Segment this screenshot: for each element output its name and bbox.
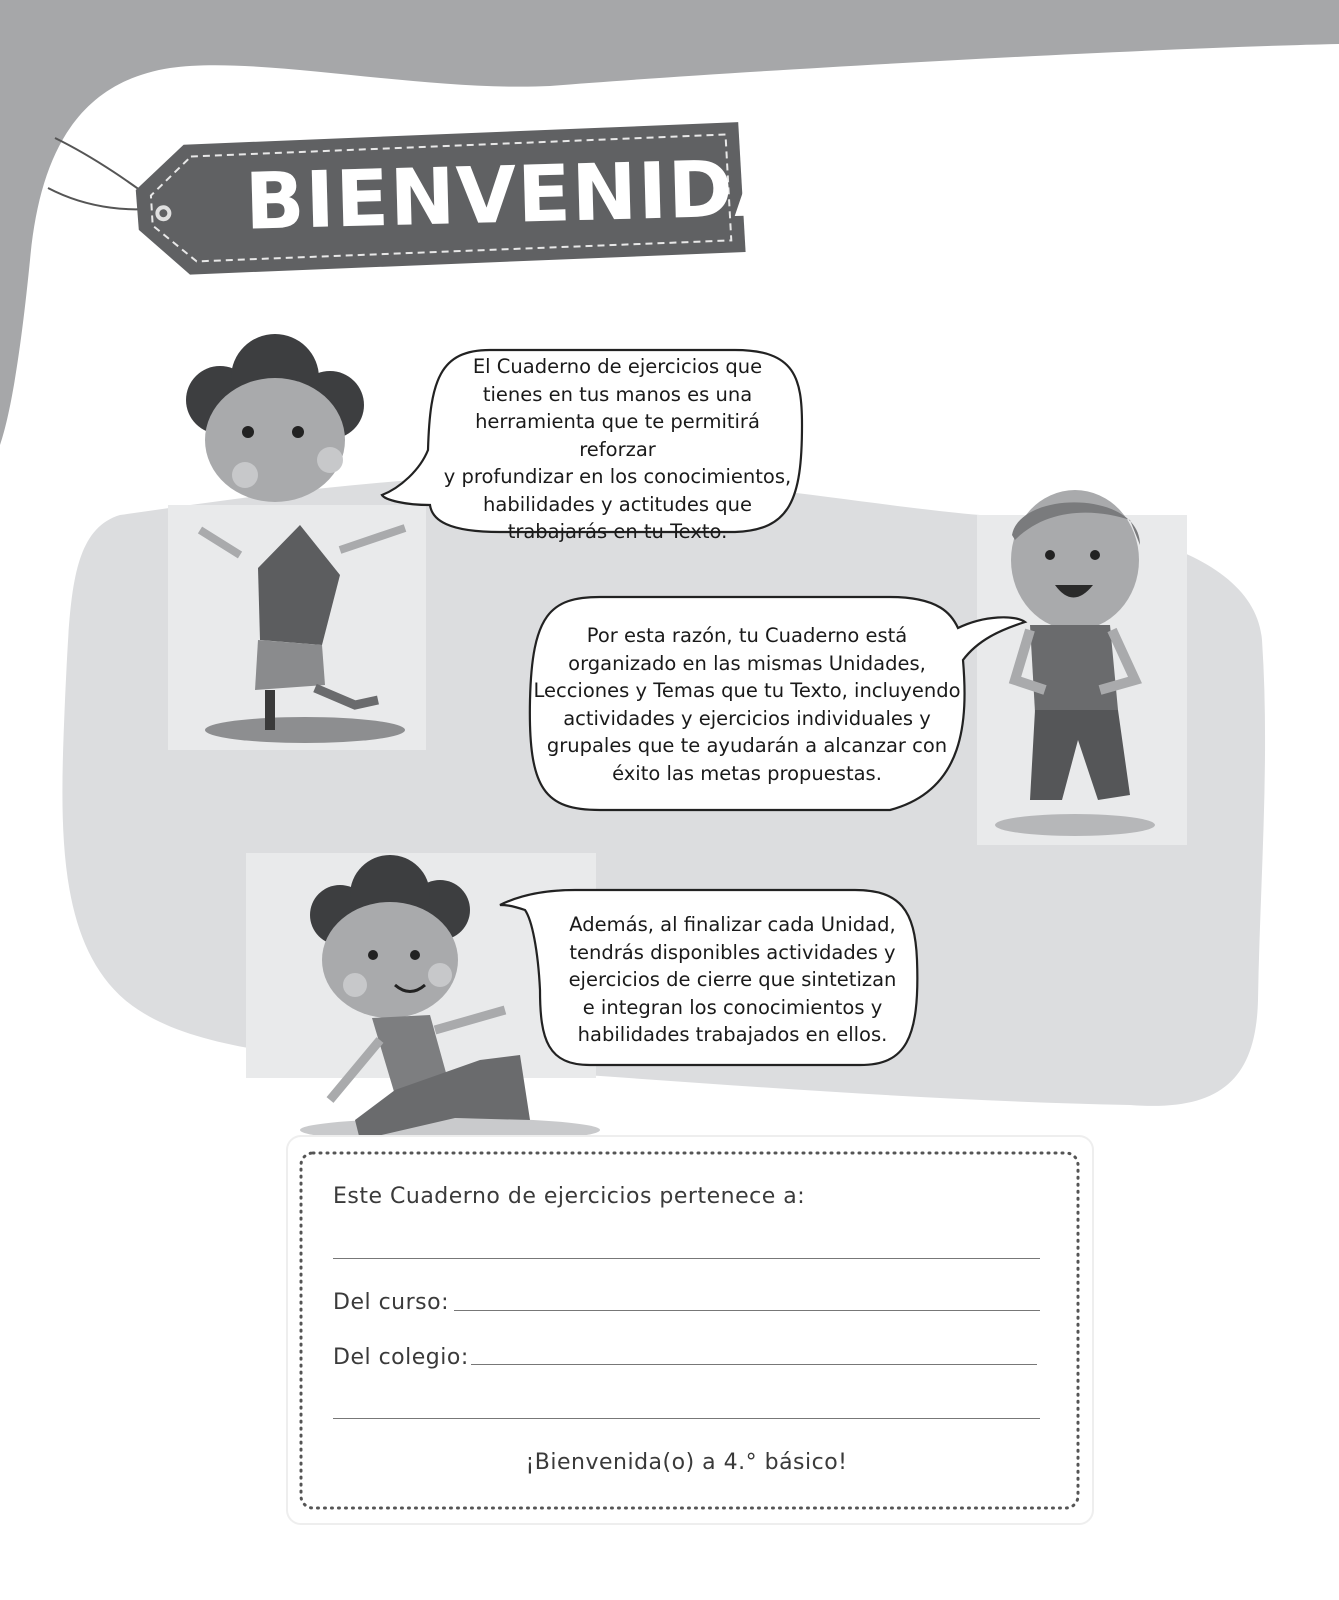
page-title: BIENVENIDA	[243, 143, 797, 248]
speech-bubble-2-text: Por esta razón, tu Cuaderno está organizado en las mismas Unidades, Lecciones y Temas que tu Texto, incluyendo actividades y ejercicios individuales y grupales que te ayudarán a alcanzar con éxito las metas propuestas.	[533, 624, 961, 785]
character-girl-illustration	[168, 334, 426, 750]
school-line[interactable]	[471, 1364, 1037, 1365]
belongs-label: Este Cuaderno de ejercicios pertenece a:	[333, 1184, 806, 1209]
school-line-extra[interactable]	[333, 1418, 1040, 1419]
school-label: Del colegio:	[333, 1345, 469, 1370]
owner-name-line[interactable]	[333, 1258, 1040, 1259]
speech-bubble-1-text: El Cuaderno de ejercicios que tienes en tus manos es una herramienta que te permitirá reforzar y profundizar en los conocimientos, habilidades y actitudes que trabajarás en tu Texto.	[443, 355, 792, 543]
character-boy-standing-illustration	[977, 490, 1187, 845]
welcome-message: ¡Bienvenida(o) a 4.° básico!	[525, 1450, 848, 1475]
course-line[interactable]	[454, 1310, 1040, 1311]
course-label: Del curso:	[333, 1290, 449, 1315]
speech-bubble-3-text: Además, al finalizar cada Unidad, tendrás disponibles actividades y ejercicios de cierre que sintetizan e integran los conocimientos y habilidades trabajados en ellos.	[568, 913, 897, 1046]
